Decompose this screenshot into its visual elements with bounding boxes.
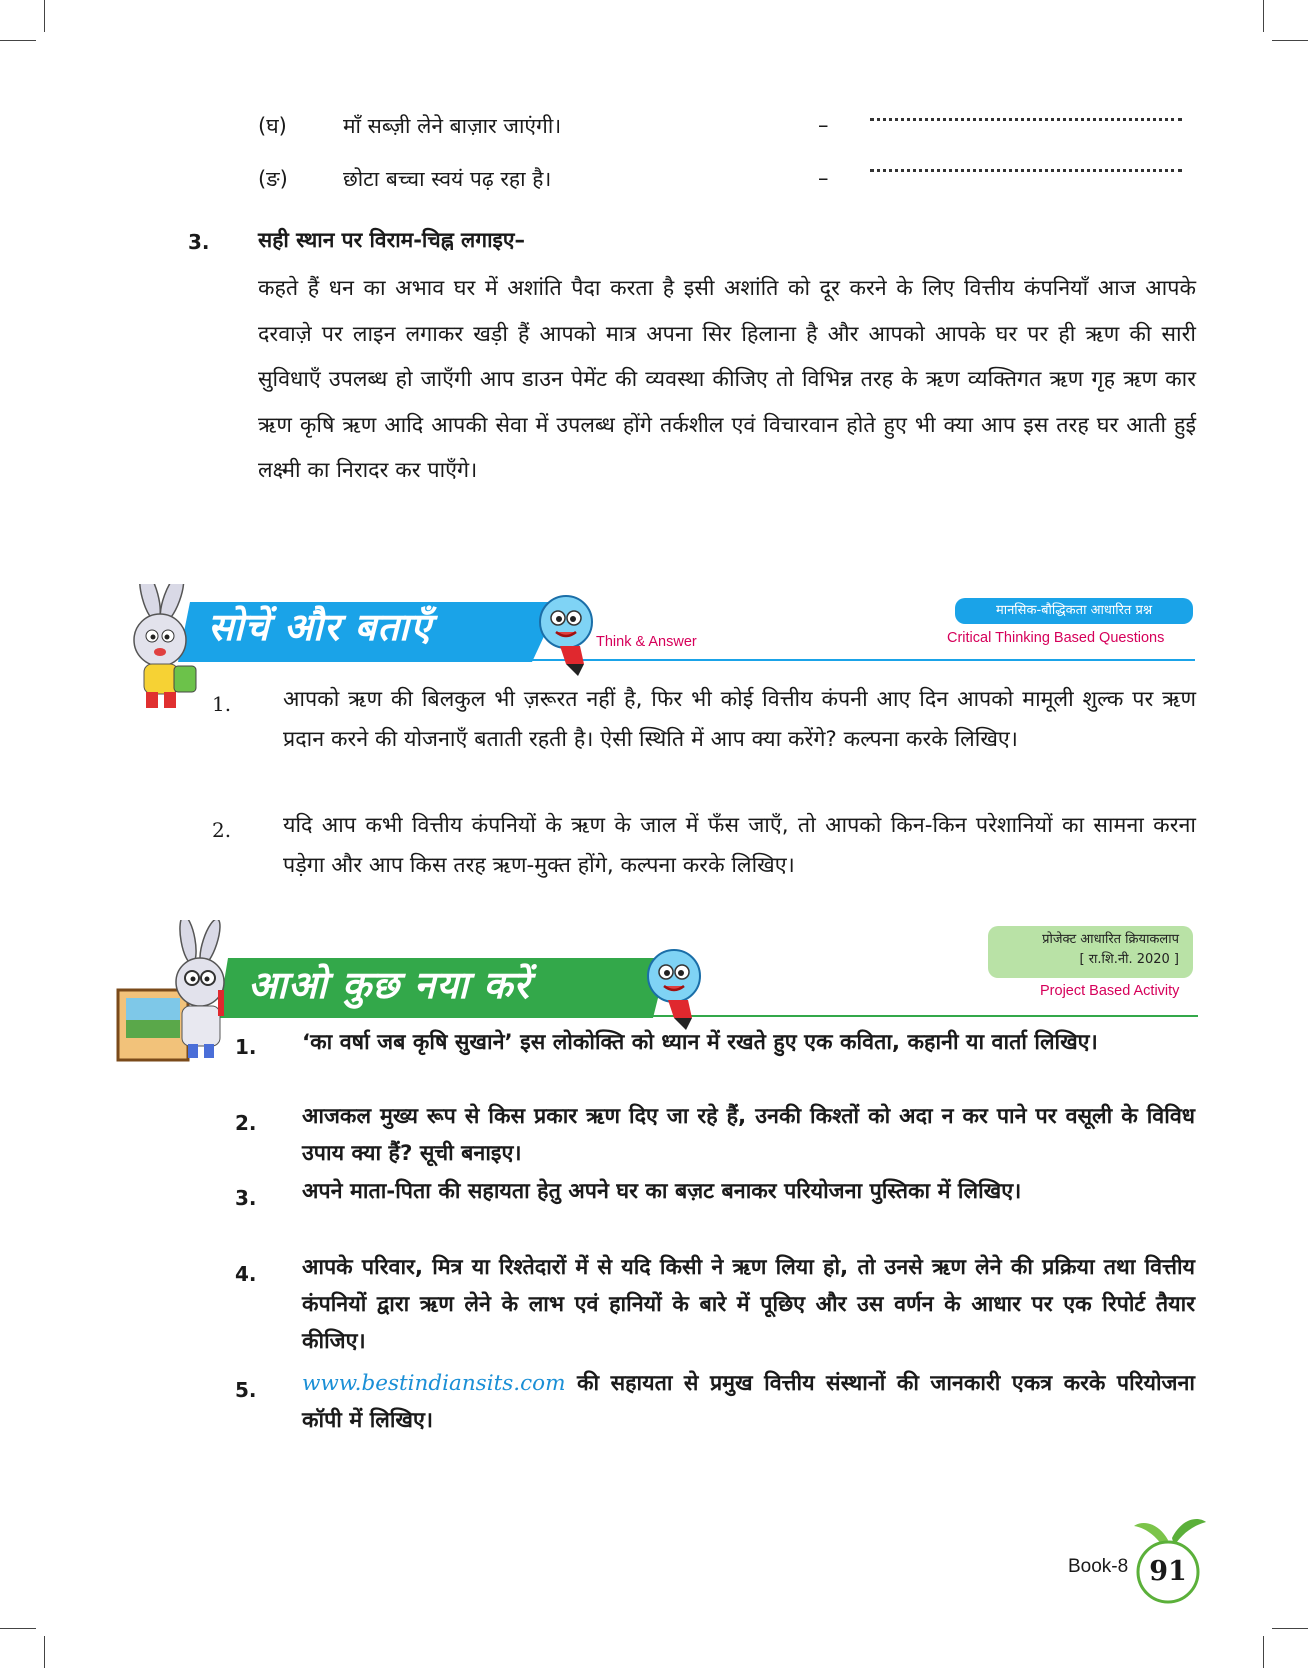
crop-mark <box>1263 0 1264 32</box>
website-link[interactable]: www.bestindiansits.com <box>302 1371 566 1396</box>
exercise-item-text: माँ सब्ज़ी लेने बाज़ार जाएंगी। <box>343 114 562 138</box>
project-item-number: 3. <box>235 1186 257 1210</box>
project-tag-hindi: प्रोजेक्ट आधारित क्रियाकलाप <box>1042 932 1179 947</box>
think-item-number: 1. <box>212 692 232 716</box>
exercise-item-label: (घ) <box>258 114 287 138</box>
crop-mark <box>0 40 36 41</box>
crop-mark <box>1263 1636 1264 1668</box>
project-tag-reference: [ रा.शि.नी. 2020 ] <box>1079 952 1179 967</box>
answer-dash: – <box>818 113 829 137</box>
question-number: 3. <box>188 230 210 254</box>
exercise-item-text: छोटा बच्चा स्वयं पढ़ रहा है। <box>343 167 552 191</box>
crop-mark <box>0 1628 36 1629</box>
project-item-text: अपने माता-पिता की सहायता हेतु अपने घर का बज़ट बनाकर परियोजना पुस्तिका में लिखिए। <box>302 1179 1022 1204</box>
project-item-number: 5. <box>235 1378 257 1402</box>
project-item-text: आजकल मुख्य रूप से किस प्रकार ऋण दिए जा रहे हैं, उनकी किश्तों को अदा न कर पाने पर वसूली के विविध उपाय क्या हैं? सूची बनाइए। <box>302 1104 1195 1166</box>
answer-blank[interactable] <box>870 169 1182 172</box>
project-item-text-rest: की सहायता से प्रमुख वित्तीय संस्थानों की जानकारी एकत्र करके परियोजना कॉपी में लिखिए। <box>302 1371 1195 1433</box>
think-section-subtitle: Think & Answer <box>596 634 697 650</box>
answer-dash: – <box>818 166 829 190</box>
project-item-number: 4. <box>235 1262 257 1286</box>
crop-mark <box>1272 1628 1308 1629</box>
think-item-number: 2. <box>212 818 232 842</box>
crop-mark <box>44 0 45 32</box>
crop-mark <box>1272 40 1308 41</box>
project-item-number: 1. <box>235 1035 257 1059</box>
project-tag-english: Project Based Activity <box>1040 983 1180 999</box>
project-section-title: आओ कुछ नया करें <box>248 962 530 1007</box>
project-item-text: ‘का वर्षा जब कृषि सुखाने’ इस लोकोक्ति को ध्यान में रखते हुए एक कविता, कहानी या वार्ता लिखिए। <box>302 1030 1098 1055</box>
think-tag-hindi: मानसिक-बौद्धिकता आधारित प्रश्न <box>955 598 1193 624</box>
project-tag <box>988 926 1193 978</box>
think-tag-english: Critical Thinking Based Questions <box>947 630 1165 646</box>
page-number: 91 <box>1149 1556 1187 1587</box>
book-label: Book-8 <box>1068 1556 1129 1577</box>
question-paragraph: कहते हैं धन का अभाव घर में अशांति पैदा करता है इसी अशांति को दूर करने के लिए वित्तीय कंपनियाँ आज आपके दरवाज़े पर लाइन लगाकर खड़ी हैं आपको मात्र अपना सिर हिलाना है और आपको आपके घर पर ही ऋण की सारी सुविधाएँ उपलब्ध हो जाएँगी आप डाउन पेमेंट की व्यवस्था कीजिए तो विभिन्न तरह के ऋण व्यक्तिगत ऋण गृह ऋण कार ऋण कृषि ऋण आदि आपकी सेवा में उपलब्ध होंगे तर्कशील एवं विचारवान होते हुए भी क्या आप इस तरह घर आती हुई लक्ष्मी का निरादर कर पाएँगे। <box>258 276 1196 483</box>
crop-mark <box>44 1636 45 1668</box>
think-item-text: यदि आप कभी वित्तीय कंपनियों के ऋण के जाल में फँस जाएँ, तो आपको किन-किन परेशानियों का सामना करना पड़ेगा और आप किस तरह ऋण-मुक्त होंगे, कल्पना करके लिखिए। <box>283 813 1196 878</box>
project-item-number: 2. <box>235 1111 257 1135</box>
exercise-item-label: (ङ) <box>258 167 288 191</box>
answer-blank[interactable] <box>870 118 1182 121</box>
project-item-text <box>302 1365 1195 1439</box>
project-item-text: आपके परिवार, मित्र या रिश्तेदारों में से यदि किसी ने ऋण लिया हो, तो उनसे ऋण लेने की प्रक्रिया तथा वित्तीय कंपनियों द्वारा ऋण लेने के लाभ एवं हानियों के बारे में पूछिए और उस वर्णन के आधार पर एक रिपोर्ट तैयार कीजिए। <box>302 1255 1195 1354</box>
think-item-text: आपको ऋण की बिलकुल भी ज़रूरत नहीं है, फिर भी कोई वित्तीय कंपनी आए दिन आपको मामूली शुल्क पर ऋण प्रदान करने की योजनाएँ बताती रहती है। ऐसी स्थिति में आप क्या करेंगे? कल्पना करके लिखिए। <box>283 687 1196 752</box>
question-title: सही स्थान पर विराम-चिह्न लगाइए– <box>258 228 525 252</box>
think-section-title: सोचें और बताएँ <box>208 604 432 649</box>
